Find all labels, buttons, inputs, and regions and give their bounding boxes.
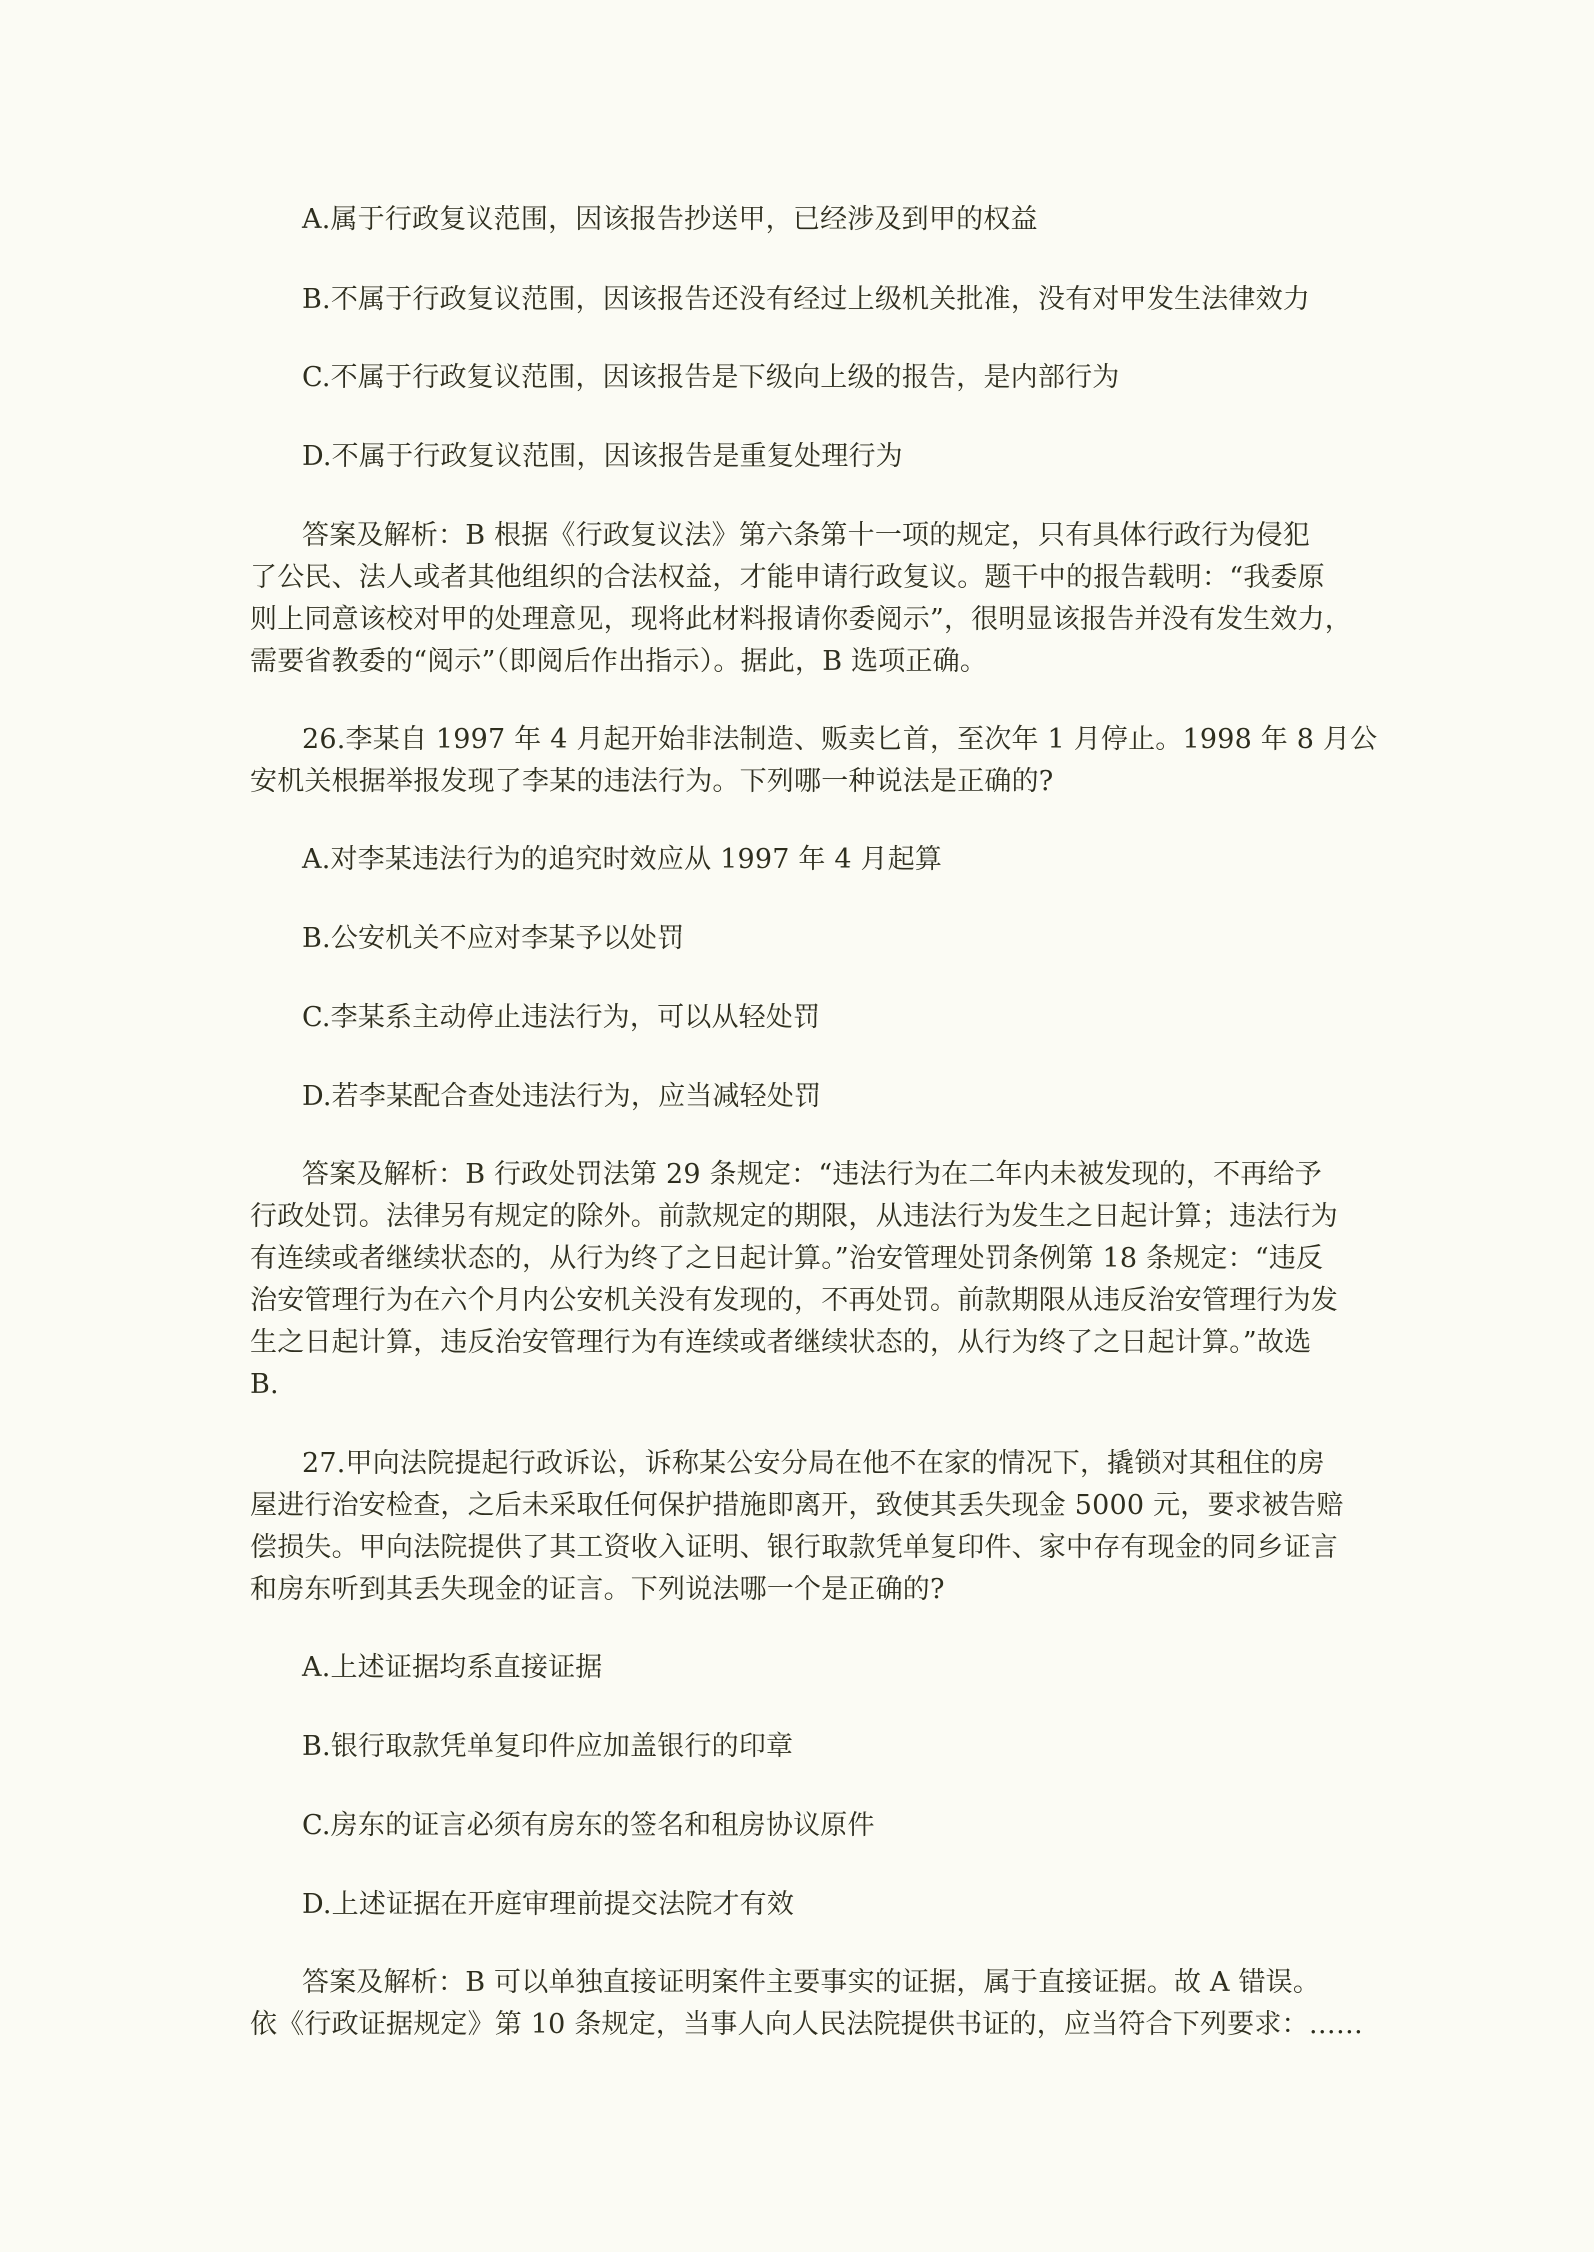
q25-option-b: B.不属于行政复议范围，因该报告还没有经过上级机关批准，没有对甲发生法律效力 — [302, 284, 1311, 315]
q25-answer-line: 需要省教委的“阅示”（即阅后作出指示）。据此，B 选项正确。 — [250, 646, 988, 677]
q26-answer-line: B. — [250, 1369, 279, 1400]
q27-question-line: 偿损失。甲向法院提供了其工资收入证明、银行取款凭单复印件、家中存有现金的同乡证言 — [250, 1532, 1338, 1563]
q25-answer-line: 则上同意该校对甲的处理意见，现将此材料报请你委阅示”，很明显该报告并没有发生效力， — [250, 604, 1353, 635]
q27-answer-line: 答案及解析：B 可以单独直接证明案件主要事实的证据，属于直接证据。故 A 错误。 — [302, 1967, 1321, 1998]
q27-option-b: B.银行取款凭单复印件应加盖银行的印章 — [302, 1731, 794, 1762]
q27-question-line: 和房东听到其丢失现金的证言。下列说法哪一个是正确的? — [250, 1574, 945, 1605]
q27-question-line: 27.甲向法院提起行政诉讼，诉称某公安分局在他不在家的情况下，撬锁对其租住的房 — [302, 1448, 1325, 1479]
q26-answer-line: 治安管理行为在六个月内公安机关没有发现的，不再处罚。前款期限从违反治安管理行为发 — [250, 1285, 1338, 1316]
q27-option-d: D.上述证据在开庭审理前提交法院才有效 — [302, 1889, 795, 1920]
q26-answer-line: 生之日起计算，违反治安管理行为有连续或者继续状态的，从行为终了之日起计算。”故选 — [250, 1327, 1312, 1358]
q26-option-c: C.李某系主动停止违法行为，可以从轻处罚 — [302, 1002, 821, 1033]
q26-option-b: B.公安机关不应对李某予以处罚 — [302, 923, 685, 954]
q25-option-c: C.不属于行政复议范围，因该报告是下级向上级的报告，是内部行为 — [302, 362, 1120, 393]
q27-answer-line: 依《行政证据规定》第 10 条规定，当事人向人民法院提供书证的，应当符合下列要求：…… — [250, 2009, 1364, 2040]
q25-option-a: A.属于行政复议范围，因该报告抄送甲，已经涉及到甲的权益 — [302, 204, 1038, 235]
q27-option-c: C.房东的证言必须有房东的签名和租房协议原件 — [302, 1810, 875, 1841]
q26-answer-line: 答案及解析：B 行政处罚法第 29 条规定：“违法行为在二年内未被发现的，不再给予 — [302, 1159, 1322, 1190]
q25-answer-line: 答案及解析：B 根据《行政复议法》第六条第十一项的规定，只有具体行政行为侵犯 — [302, 520, 1311, 551]
q27-option-a: A.上述证据均系直接证据 — [302, 1652, 603, 1683]
q26-question-line: 26.李某自 1997 年 4 月起开始非法制造、贩卖匕首，至次年 1 月停止。1998 年 8 月公 — [302, 724, 1378, 755]
q26-option-d: D.若李某配合查处违法行为，应当减轻处罚 — [302, 1081, 822, 1112]
q25-option-d: D.不属于行政复议范围，因该报告是重复处理行为 — [302, 441, 903, 472]
q26-answer-line: 有连续或者继续状态的，从行为终了之日起计算。”治安管理处罚条例第 18 条规定：“违反 — [250, 1243, 1324, 1274]
q26-answer-line: 行政处罚。法律另有规定的除外。前款规定的期限，从违法行为发生之日起计算；违法行为 — [250, 1201, 1338, 1232]
q27-question-line: 屋进行治安检查，之后未采取任何保护措施即离开，致使其丢失现金 5000 元，要求被告赔 — [250, 1490, 1344, 1521]
q26-option-a: A.对李某违法行为的追究时效应从 1997 年 4 月起算 — [302, 844, 943, 875]
q25-answer-line: 了公民、法人或者其他组织的合法权益，才能申请行政复议。题干中的报告载明：“我委原 — [250, 562, 1325, 593]
q26-question-line: 安机关根据举报发现了李某的违法行为。下列哪一种说法是正确的? — [250, 766, 1054, 797]
